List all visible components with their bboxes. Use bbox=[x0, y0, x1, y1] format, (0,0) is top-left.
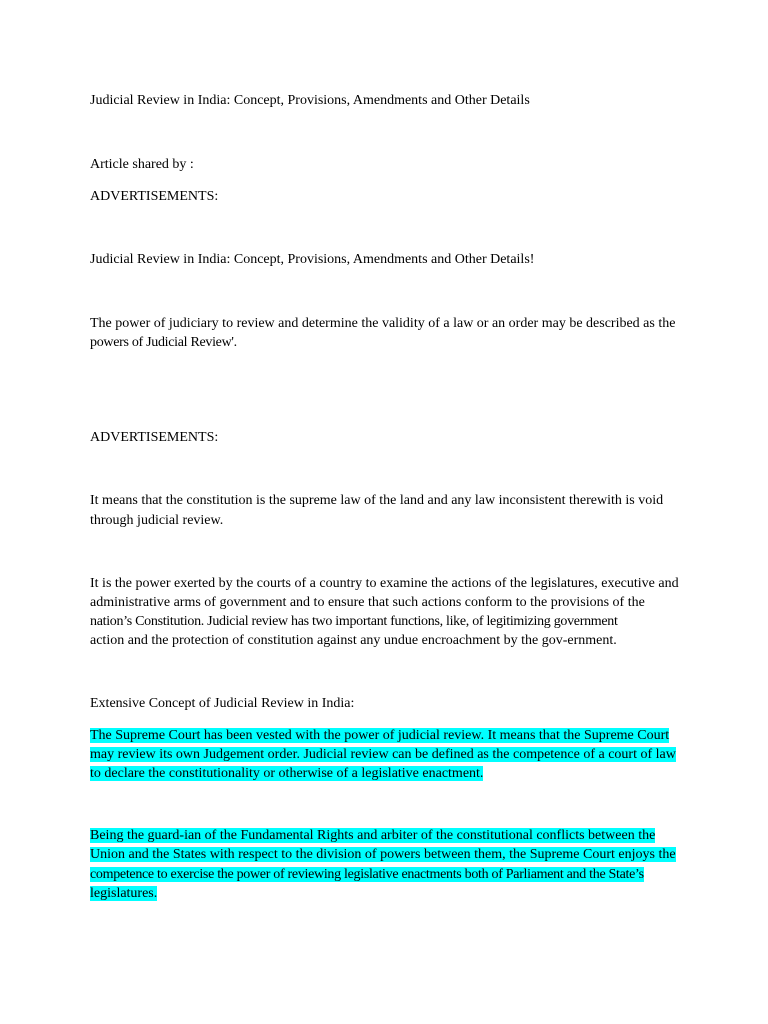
paragraph-line: powers of Judicial Review'. bbox=[90, 335, 237, 350]
paragraph-line: action and the protection of constitution against any undue encroachment by the gov-ernment. bbox=[90, 633, 617, 648]
highlighted-paragraph-line bbox=[90, 884, 157, 904]
section-subheading: Extensive Concept of Judicial Review in India: bbox=[90, 696, 355, 711]
highlight-span: Union and the States with respect to the division of powers between them, the Supreme Court enjoys the bbox=[90, 847, 676, 862]
highlighted-paragraph-line bbox=[90, 845, 676, 865]
advertisements-label: ADVERTISEMENTS: bbox=[90, 189, 219, 204]
highlight-span: legislatures. bbox=[90, 886, 158, 901]
highlighted-paragraph-line bbox=[90, 865, 644, 885]
highlight-span: competence to exercise the power of reviewing legislative enactments both of Parliament and the State’s bbox=[90, 867, 644, 882]
paragraph-line: The power of judiciary to review and determine the validity of a law or an order may be described as the bbox=[90, 316, 676, 331]
paragraph-line: nation’s Constitution. Judicial review has two important functions, like, of legitimizing government bbox=[90, 614, 618, 629]
paragraph-line: It is the power exerted by the courts of a country to examine the actions of the legislatures, executive and bbox=[90, 576, 679, 591]
paragraph-line: It means that the constitution is the supreme law of the land and any law inconsistent therewith is void bbox=[90, 493, 664, 508]
highlight-span: may review its own Judgement order. Judicial review can be defined as the competence of a court of law bbox=[90, 747, 676, 762]
highlighted-paragraph-line bbox=[90, 826, 655, 846]
document-title: Judicial Review in India: Concept, Provisions, Amendments and Other Details bbox=[90, 93, 530, 108]
highlighted-paragraph-line bbox=[90, 726, 669, 746]
advertisements-label: ADVERTISEMENTS: bbox=[90, 430, 219, 445]
highlighted-paragraph-line bbox=[90, 745, 676, 765]
highlight-span: to declare the constitutionality or otherwise of a legislative enactment. bbox=[90, 766, 484, 781]
highlighted-paragraph-line bbox=[90, 764, 483, 784]
highlight-span: The Supreme Court has been vested with the power of judicial review. It means that the Supreme Court bbox=[90, 728, 670, 743]
article-heading: Judicial Review in India: Concept, Provisions, Amendments and Other Details! bbox=[90, 252, 535, 267]
paragraph-line: through judicial review. bbox=[90, 513, 224, 528]
highlight-span: Being the guard-ian of the Fundamental Rights and arbiter of the constitutional conflicts between the bbox=[90, 828, 656, 843]
paragraph-line: administrative arms of government and to ensure that such actions conform to the provisions of the bbox=[90, 595, 645, 610]
article-shared-by: Article shared by : bbox=[90, 157, 194, 172]
